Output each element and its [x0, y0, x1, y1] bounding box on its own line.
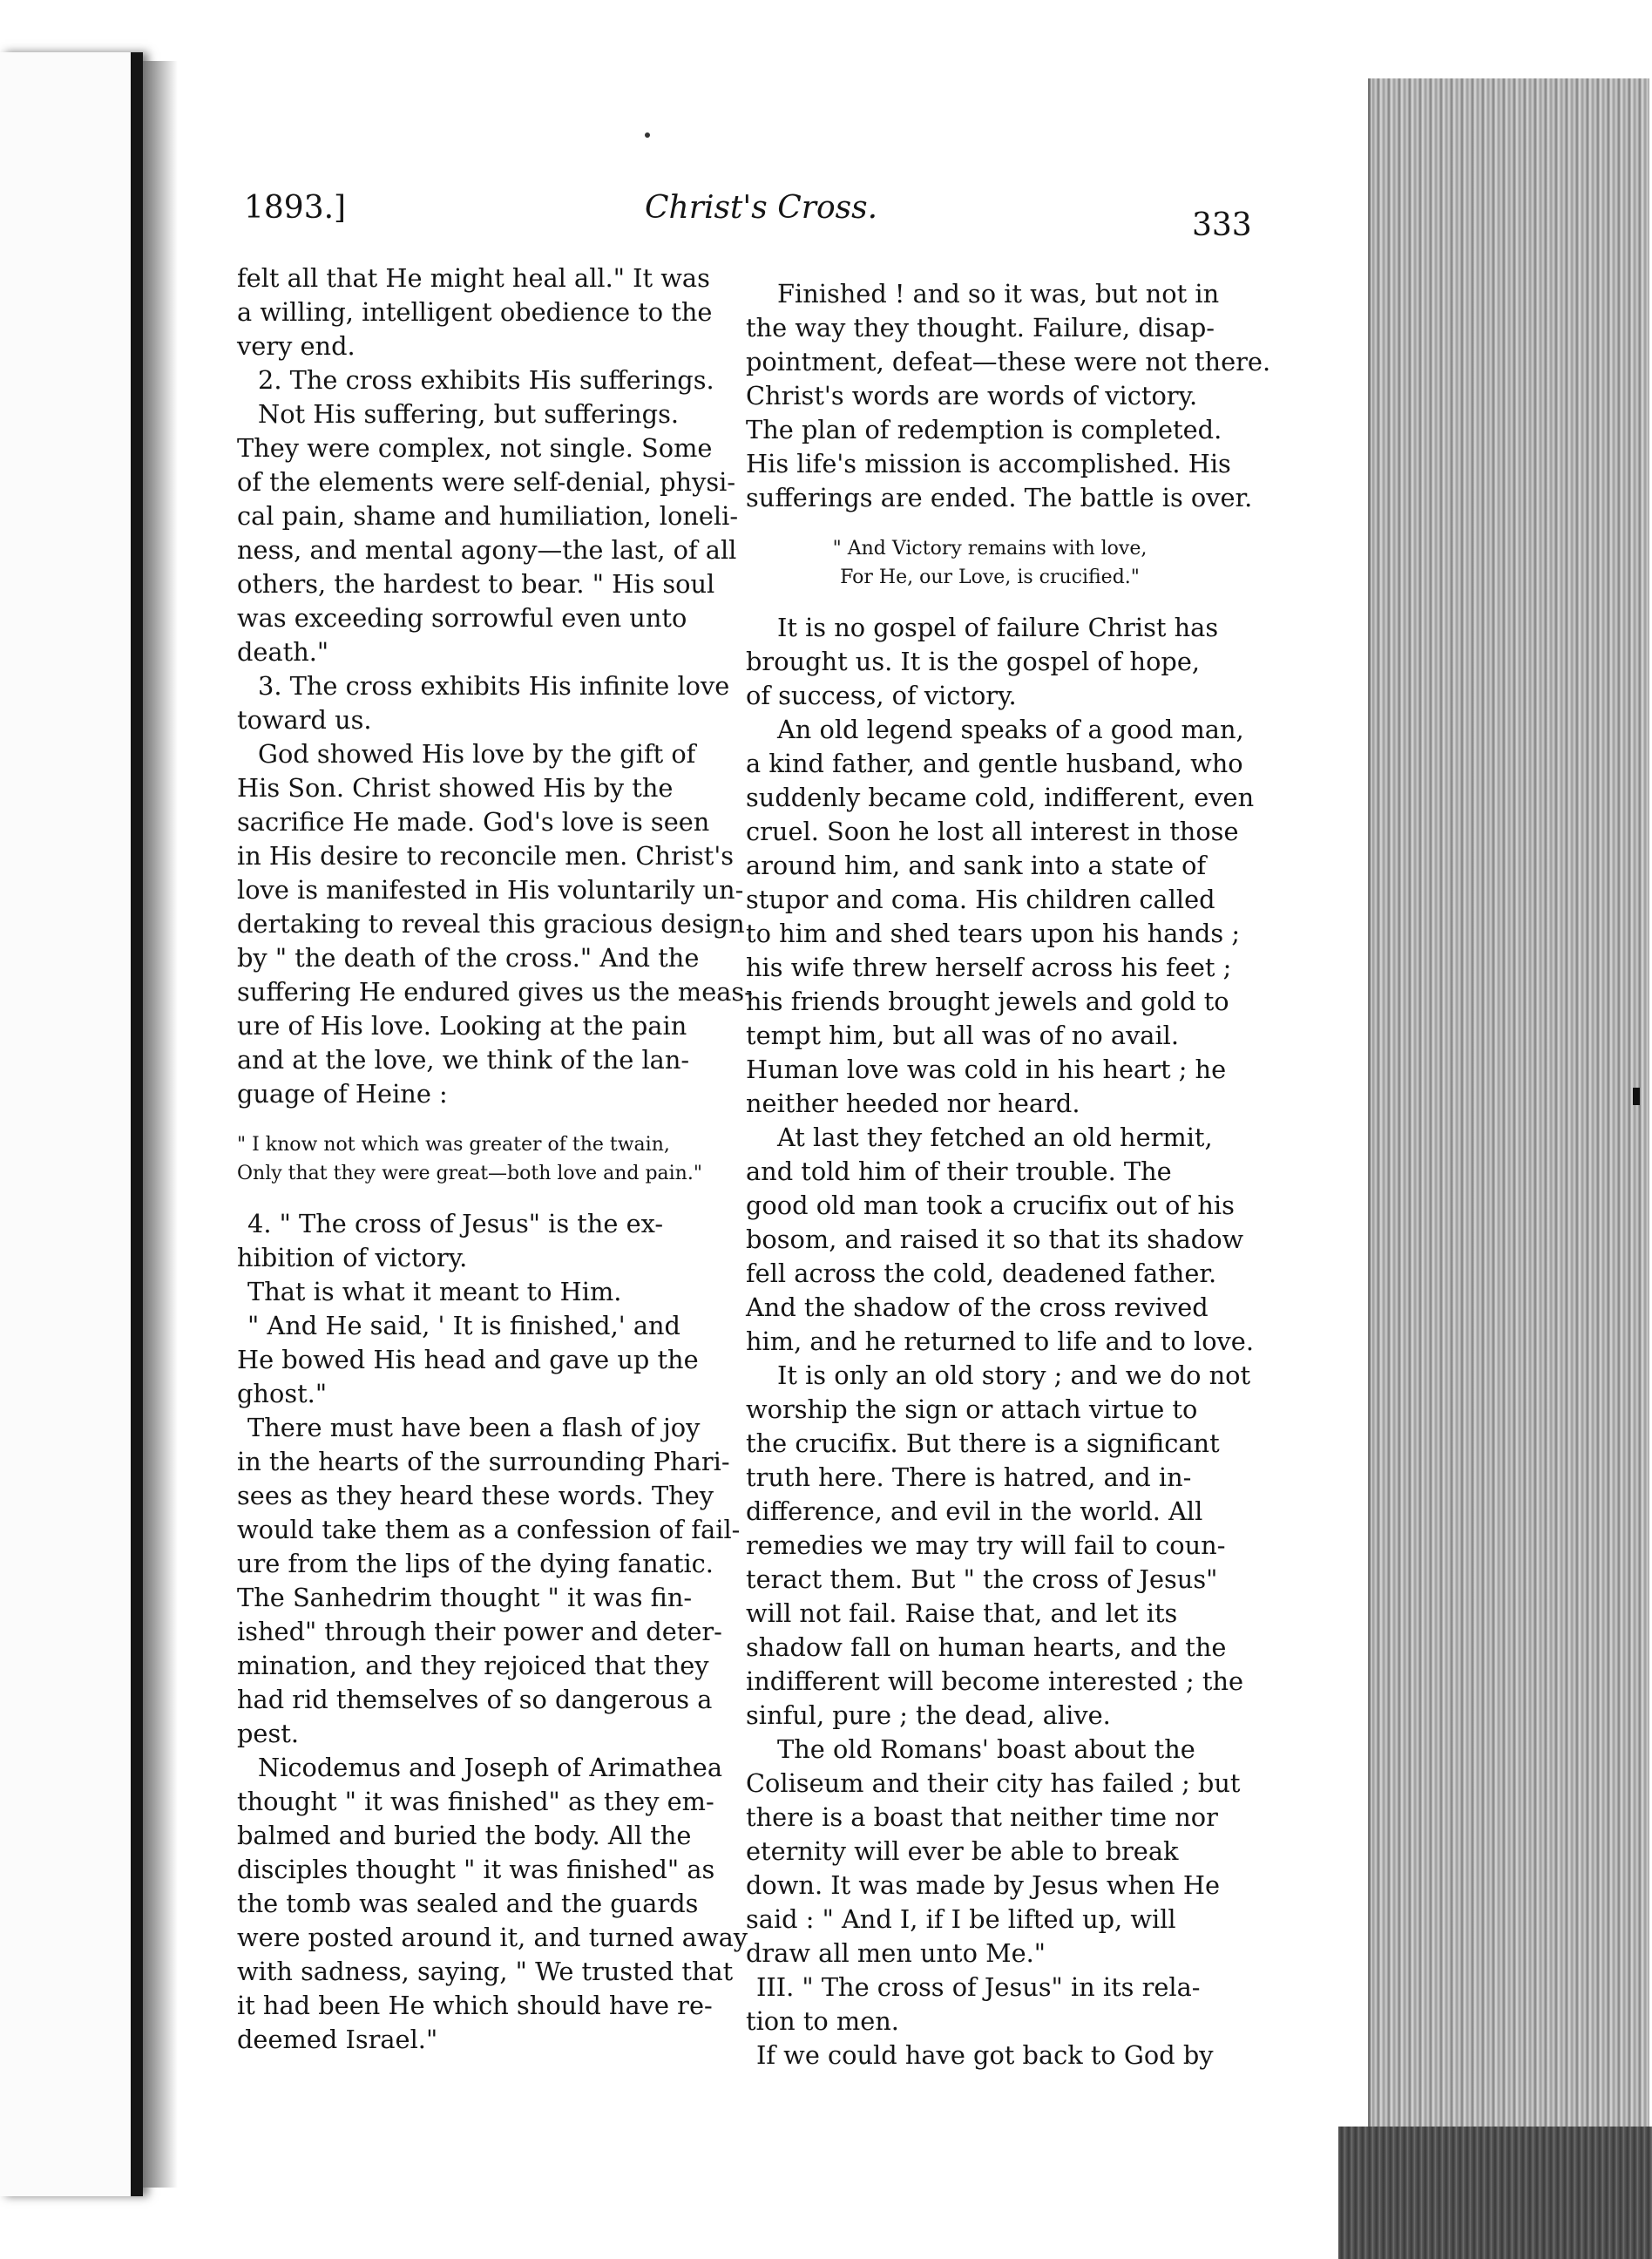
text-line: It is only an old story ; and we do not: [777, 1360, 1251, 1390]
verse-line: For He, our Love, is crucified.": [840, 566, 1140, 588]
text-line: sinful, pure ; the dead, alive.: [746, 1700, 1111, 1730]
text-line: of success, of victory.: [746, 681, 1017, 710]
text-line: his wife threw herself across his feet ;: [746, 953, 1232, 982]
running-head-title: Christ's Cross.: [645, 190, 878, 226]
text-line: and told him of their trouble. The: [746, 1157, 1172, 1186]
text-line: It is no gospel of failure Christ has: [777, 613, 1219, 642]
text-line: Finished ! and so it was, but not in: [777, 279, 1220, 309]
text-line: difference, and evil in the world. All: [746, 1496, 1203, 1526]
text-line: III. " The cross of Jesus" in its rela-: [756, 1972, 1201, 2002]
text-line: cruel. Soon he lost all interest in those: [746, 817, 1239, 846]
text-line: balmed and buried the body. All the: [237, 1821, 692, 1850]
left-column: [237, 261, 753, 2057]
text-line: God showed His love by the gift of: [258, 739, 696, 769]
text-line: deemed Israel.": [237, 2025, 438, 2054]
text-line: to him and shed tears upon his hands ;: [746, 919, 1241, 948]
text-line: He bowed His head and gave up the: [237, 1345, 699, 1374]
text-line: sacrifice He made. God's love is seen: [237, 807, 710, 837]
text-line: And the shadow of the cross revived: [746, 1292, 1209, 1322]
text-line: him, and he returned to life and to love.: [746, 1326, 1254, 1356]
text-line: Not His suffering, but sufferings.: [258, 399, 680, 429]
heine-verse: [237, 1130, 725, 1188]
text-line: would take them as a confession of fail-: [237, 1515, 741, 1544]
text-line: His Son. Christ showed His by the: [237, 773, 674, 803]
text-line: was exceeding sorrowful even unto: [237, 603, 687, 633]
text-line: sufferings are ended. The battle is over.: [746, 483, 1253, 512]
text-line: his friends brought jewels and gold to: [746, 987, 1229, 1016]
text-line: with sadness, saying, " We trusted that: [237, 1957, 734, 1986]
text-line: 3. The cross exhibits His infinite love: [258, 671, 730, 701]
text-line: pointment, defeat—these were not there.: [746, 347, 1271, 376]
text-line: The old Romans' boast about the: [777, 1734, 1195, 1764]
text-line: At last they fetched an old hermit,: [777, 1123, 1213, 1152]
text-line: The Sanhedrim thought " it was fin-: [237, 1583, 693, 1612]
text-line: death.": [237, 637, 329, 667]
text-line: ished" through their power and deter-: [237, 1617, 722, 1646]
text-line: others, the hardest to bear. " His soul: [237, 569, 715, 599]
left-column-lines: [237, 261, 753, 1111]
verse-line: Only that they were great—both love and pain.": [237, 1163, 702, 1184]
text-line: There must have been a flash of joy: [247, 1413, 701, 1442]
text-line: teract them. But " the cross of Jesus": [746, 1564, 1218, 1594]
right-column-lines: [746, 277, 1271, 515]
text-line: That is what it meant to Him.: [247, 1277, 622, 1306]
text-line: An old legend speaks of a good man,: [777, 715, 1244, 744]
left-page-edge: [0, 52, 143, 2196]
text-line: Nicodemus and Joseph of Arimathea: [258, 1753, 722, 1782]
scan-speck: [645, 132, 650, 138]
text-line: in the hearts of the surrounding Phari-: [237, 1447, 730, 1476]
text-line: neither heeded nor heard.: [746, 1089, 1080, 1118]
text-line: worship the sign or attach virtue to: [746, 1394, 1198, 1424]
text-line: love is manifested in His voluntarily un-: [237, 875, 744, 905]
text-line: the way they thought. Failure, disap-: [746, 313, 1215, 343]
victory-verse: [746, 534, 1234, 592]
right-column: [746, 277, 1271, 2072]
text-line: draw all men unto Me.": [746, 1938, 1046, 1968]
scan-mark: [1633, 1088, 1640, 1105]
text-line: there is a boast that neither time nor: [746, 1802, 1218, 1832]
running-head-year: 1893.]: [244, 190, 347, 226]
text-line: toward us.: [237, 705, 372, 735]
text-line: ness, and mental agony—the last, of all: [237, 535, 737, 565]
text-line: said : " And I, if I be lifted up, will: [746, 1904, 1176, 1934]
text-line: Christ's words are words of victory.: [746, 381, 1198, 410]
text-line: indifferent will become interested ; the: [746, 1666, 1244, 1696]
text-line: tempt him, but all was of no avail.: [746, 1021, 1180, 1050]
text-line: good old man took a crucifix out of his: [746, 1191, 1235, 1220]
text-line: and at the love, we think of the lan-: [237, 1045, 690, 1075]
text-line: dertaking to reveal this gracious design: [237, 909, 745, 939]
text-line: hibition of victory.: [237, 1243, 468, 1272]
text-line: thought " it was finished" as they em-: [237, 1787, 714, 1816]
text-line: tion to men.: [746, 2006, 899, 2036]
text-line: felt all that He might heal all." It was: [237, 263, 710, 293]
text-line: the tomb was sealed and the guards: [237, 1889, 699, 1918]
page-edges-bottom: [1338, 2127, 1652, 2259]
text-line: 2. The cross exhibits His sufferings.: [258, 365, 714, 395]
text-line: had rid themselves of so dangerous a: [237, 1685, 713, 1714]
text-line: shadow fall on human hearts, and the: [746, 1632, 1227, 1662]
text-line: Human love was cold in his heart ; he: [746, 1055, 1227, 1084]
text-line: stupor and coma. His children called: [746, 885, 1215, 914]
text-line: guage of Heine :: [237, 1079, 448, 1109]
text-line: will not fail. Raise that, and let its: [746, 1598, 1178, 1628]
text-line: a kind father, and gentle husband, who: [746, 749, 1243, 778]
text-line: remedies we may try will fail to coun-: [746, 1530, 1226, 1560]
text-line: eternity will ever be able to break: [746, 1836, 1179, 1866]
text-line: ure from the lips of the dying fanatic.: [237, 1549, 714, 1578]
text-line: " And He said, ' It is finished,' and: [247, 1311, 680, 1340]
text-line: around him, and sank into a state of: [746, 851, 1207, 880]
text-line: suffering He endured gives us the meas-: [237, 977, 753, 1007]
text-line: in His desire to reconcile men. Christ's: [237, 841, 735, 871]
text-line: a willing, intelligent obedience to the: [237, 297, 713, 327]
text-line: His life's mission is accomplished. His: [746, 449, 1231, 478]
text-line: brought us. It is the gospel of hope,: [746, 647, 1201, 676]
text-line: If we could have got back to God by: [756, 2040, 1214, 2070]
text-line: it had been He which should have re-: [237, 1991, 713, 2020]
page-number: 333: [1192, 207, 1252, 243]
text-line: very end.: [237, 331, 355, 361]
text-line: 4. " The cross of Jesus" is the ex-: [247, 1209, 664, 1238]
text-line: mination, and they rejoiced that they: [237, 1651, 709, 1680]
verse-line: " And Victory remains with love,: [832, 538, 1148, 560]
text-line: disciples thought " it was finished" as: [237, 1855, 715, 1884]
text-line: They were complex, not single. Some: [237, 433, 713, 463]
text-line: were posted around it, and turned away: [237, 1923, 748, 1952]
text-line: by " the death of the cross." And the: [237, 943, 700, 973]
text-line: truth here. There is hatred, and in-: [746, 1462, 1192, 1492]
text-line: sees as they heard these words. They: [237, 1481, 714, 1510]
text-line: ghost.": [237, 1379, 328, 1408]
text-line: the crucifix. But there is a significant: [746, 1428, 1220, 1458]
text-line: suddenly became cold, indifferent, even: [746, 783, 1255, 812]
gutter-shadow: [143, 61, 178, 2188]
left-column-lines-2: [237, 1207, 748, 2057]
text-line: cal pain, shame and humiliation, loneli-: [237, 501, 739, 531]
right-column-lines-2: [746, 611, 1255, 2072]
text-line: bosom, and raised it so that its shadow: [746, 1224, 1244, 1254]
text-line: down. It was made by Jesus when He: [746, 1870, 1221, 1900]
text-line: The plan of redemption is completed.: [746, 415, 1222, 444]
text-line: pest.: [237, 1719, 299, 1748]
verse-line: " I know not which was greater of the twain,: [237, 1134, 670, 1156]
text-line: ure of His love. Looking at the pain: [237, 1011, 687, 1041]
page-edges: [1368, 78, 1649, 2188]
text-line: of the elements were self-denial, physi-: [237, 467, 736, 497]
text-line: fell across the cold, deadened father.: [746, 1258, 1217, 1288]
text-line: Coliseum and their city has failed ; but: [746, 1768, 1241, 1798]
